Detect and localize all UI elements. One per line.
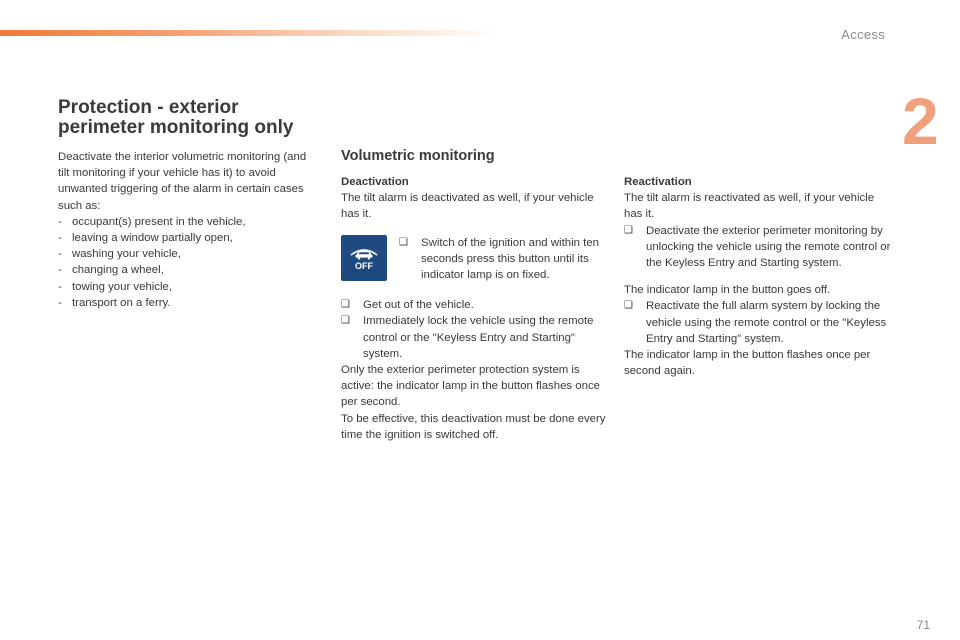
checkbox-marker-icon: ❑ bbox=[341, 315, 350, 327]
alarm-off-button-image bbox=[341, 235, 387, 281]
deactivation-para-2: To be effective, this deactivation must be done every time the ignition is switched off. bbox=[341, 412, 606, 441]
page-title-line2: perimeter monitoring only bbox=[58, 117, 294, 138]
button-step: ❑ Switch of the ignition and within ten seconds press this button until its indicator lamp is on fixed. bbox=[399, 236, 599, 282]
list-item: - changing a wheel, bbox=[58, 262, 308, 278]
reactivation-para-2: The indicator lamp in the button flashes once per second again. bbox=[624, 349, 871, 378]
button-instruction bbox=[341, 235, 606, 284]
reactivation-text: The tilt alarm is reactivated as well, if your vehicle has it. bbox=[624, 192, 875, 221]
chapter-number: 2 bbox=[902, 84, 939, 158]
list-item: - transport on a ferry. bbox=[58, 295, 308, 311]
deactivation-text: The tilt alarm is deactivated as well, if your vehicle has it. bbox=[341, 192, 594, 221]
page-title bbox=[58, 98, 338, 138]
checkbox-marker-icon: ❑ bbox=[624, 300, 633, 312]
list-item: - towing your vehicle, bbox=[58, 279, 308, 295]
reactivation-step-1: ❑ Deactivate the exterior perimeter monitoring by unlocking the vehicle using the remote control or the Keyless Entry and Starting system. bbox=[624, 224, 891, 270]
deactivation-step-2: ❑ Immediately lock the vehicle using the remote control or the "Keyless Entry and Starting" system. bbox=[341, 315, 594, 360]
reactivation-subheading: Reactivation bbox=[624, 176, 692, 188]
car-alarm-icon bbox=[349, 244, 379, 260]
deactivation-subheading: Deactivation bbox=[341, 176, 409, 188]
deactivation-column bbox=[341, 174, 606, 443]
checkbox-marker-icon: ❑ bbox=[341, 299, 350, 311]
list-item: - occupant(s) present in the vehicle, bbox=[58, 214, 308, 230]
page-number: 71 bbox=[916, 618, 930, 632]
header-accent-bar bbox=[0, 30, 500, 36]
reactivation-para-1: The indicator lamp in the button goes off. bbox=[624, 284, 831, 297]
reactivation-step-2: ❑ Reactivate the full alarm system by locking the vehicle using the remote control or the "Keyless Entry and Starting" system. bbox=[624, 300, 887, 345]
volumetric-heading: Volumetric monitoring bbox=[341, 148, 495, 164]
list-item: - washing your vehicle, bbox=[58, 246, 308, 262]
checkbox-marker-icon: ❑ bbox=[624, 224, 633, 236]
deactivation-para-1: Only the exterior perimeter protection system is active: the indicator lamp in the button flashes once per second. bbox=[341, 364, 600, 409]
section-label: Access bbox=[841, 27, 885, 42]
intro-list bbox=[58, 214, 308, 311]
button-off-label: OFF bbox=[355, 261, 373, 272]
intro-column bbox=[58, 149, 308, 311]
page-title-line1: Protection - exterior bbox=[58, 97, 239, 118]
checkbox-marker-icon: ❑ bbox=[399, 236, 408, 248]
deactivation-step-1: ❑ Get out of the vehicle. bbox=[341, 297, 606, 313]
list-item: - leaving a window partially open, bbox=[58, 230, 308, 246]
intro-text: Deactivate the interior volumetric monitoring (and tilt monitoring if your vehicle has it) to avoid unwanted triggering of the alarm in certain cases such as: bbox=[58, 151, 307, 212]
reactivation-column bbox=[624, 174, 892, 379]
